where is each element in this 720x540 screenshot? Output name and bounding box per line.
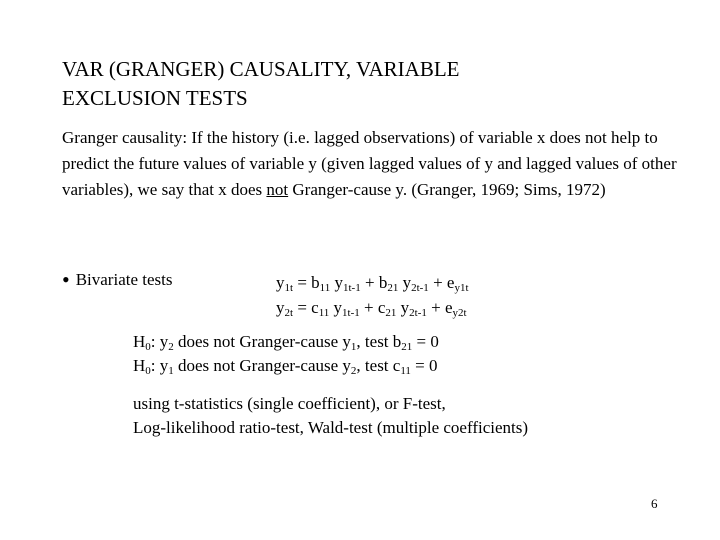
definition-text-before: Granger causality: If the history (i.e. lagged observations) of variable x does not help to predict the future values of variable y (given lagged values of y and lagged values of other variables), we say that x does <box>62 128 677 199</box>
bullet-marker: • <box>62 267 70 292</box>
equation-2: $y_{2t} = c_{11}$ $y_{1t-1} + c_{21}$ $y_{2t-1} + e_{y2t}$ <box>276 298 467 319</box>
page-number: 6 <box>651 496 658 511</box>
methods-line-1: using t-statistics (single coefficient), or F-test, <box>133 394 446 413</box>
definition-emphasis: not <box>266 180 289 199</box>
slide-title <box>62 55 662 113</box>
hypothesis-2: $H_0$: $y_1$ does not Granger-cause $y_2$, test $c_{11} = 0$ <box>133 356 438 377</box>
hypothesis-1: $H_0$: $y_2$ does not Granger-cause $y_1$, test $b_{21} = 0$ <box>133 332 439 353</box>
title-line-1: VAR (GRANGER) CAUSALITY, VARIABLE <box>62 57 460 81</box>
var-equations <box>276 270 469 320</box>
equation-1: $y_{1t} = b_{11}$ $y_{1t-1} + b_{21}$ $y_{2t-1} + e_{y1t}$ <box>276 273 469 294</box>
methods-line-2: Log-likelihood ratio-test, Wald-test (multiple coefficients) <box>133 418 529 437</box>
bullet-bivariate-tests <box>62 268 172 292</box>
title-line-2: EXCLUSION TESTS <box>62 86 248 110</box>
bullet-label: Bivariate tests <box>75 270 173 289</box>
test-methods <box>133 392 528 440</box>
granger-definition <box>62 125 702 203</box>
null-hypotheses <box>133 330 439 378</box>
definition-text-after: Granger-cause y. (Granger, 1969; Sims, 1972) <box>288 180 606 199</box>
